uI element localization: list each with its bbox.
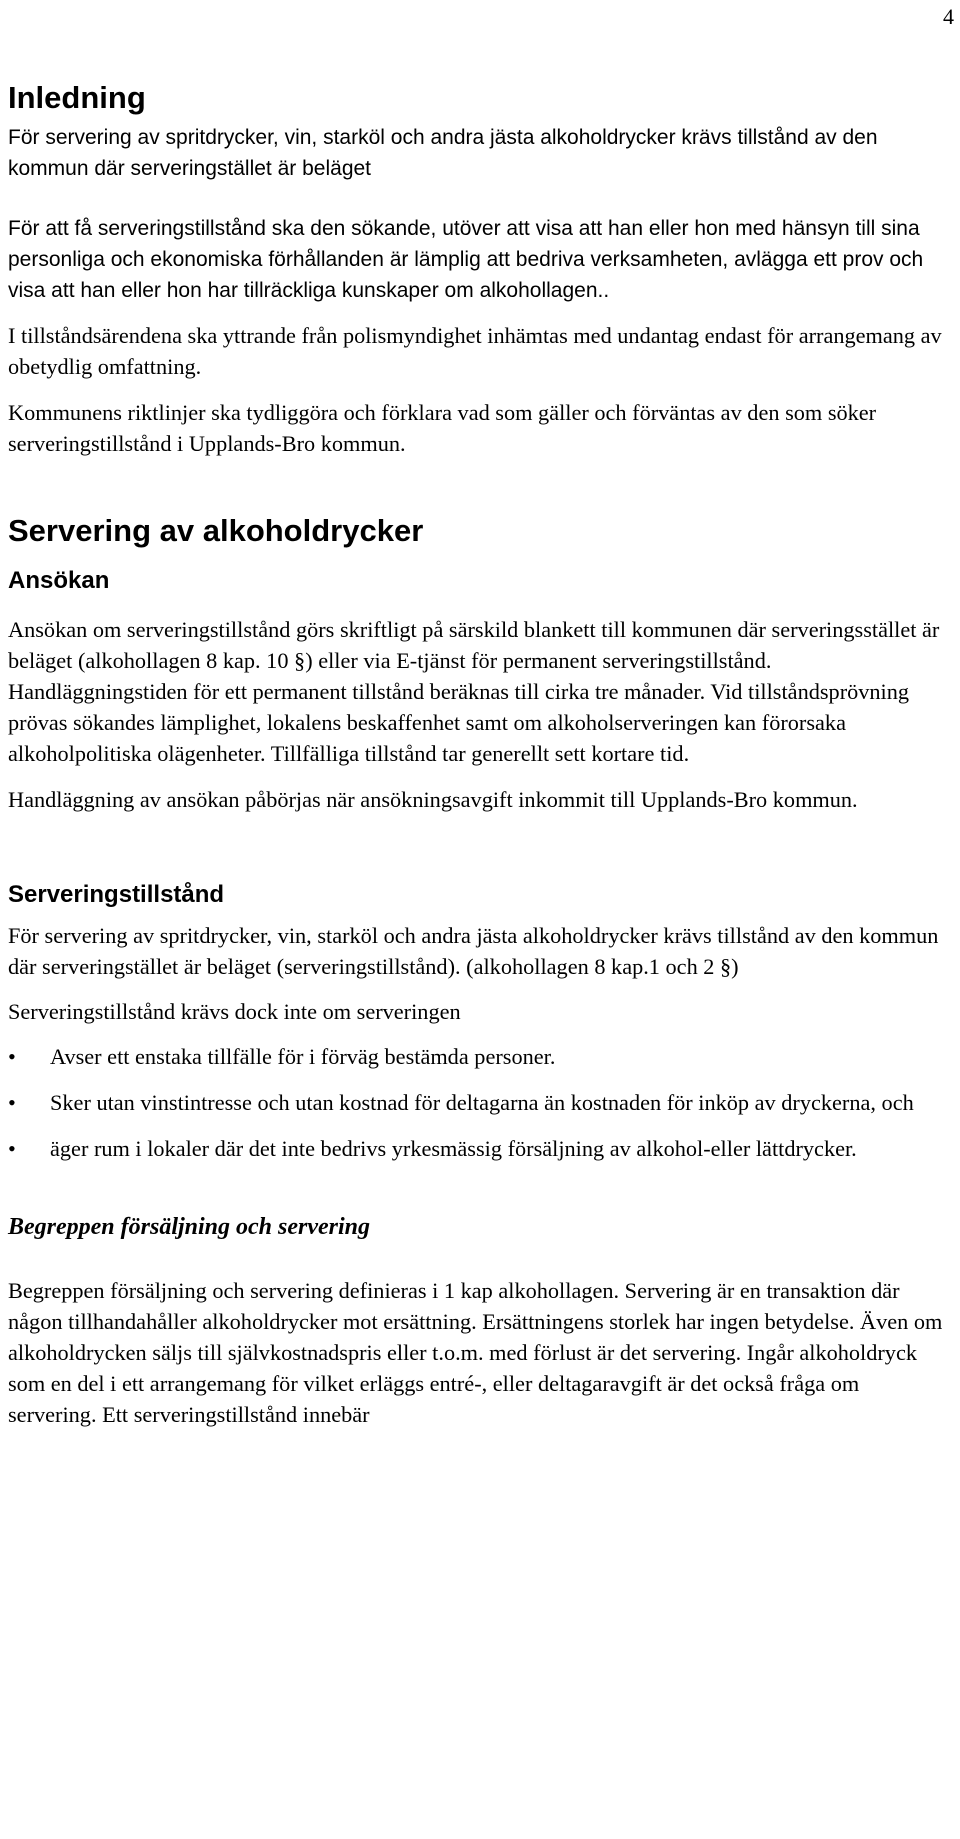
paragraph-serveringstillstand-1: För servering av spritdrycker, vin, starköl och andra jästa alkoholdrycker krävs tillstånd av den kommun där serveringstället är beläget (serveringstillstånd). (alkohollagen 8 kap.1 och 2 §) [8,923,939,979]
paragraph-intro-1: För servering av spritdrycker, vin, starköl och andra jästa alkoholdrycker krävs tillstånd av den kommun där serveringstället är beläget [8,126,878,180]
page-number: 4 [943,4,954,29]
paragraph-intro-4: Kommunens riktlinjer ska tydliggöra och förklara vad som gäller och förväntas av den som söker serveringstillstånd i Upplands-Bro kommun. [8,400,877,456]
bullet-icon: • [8,1044,16,1069]
heading-serveringstillstand: Serveringstillstånd [8,881,225,908]
paragraph-intro-3: I tillståndsärendena ska yttrande från polismyndighet inhämtas med undantag endast för arrangemang av obetydlig omfattning. [8,323,942,379]
list-item-text: äger rum i lokaler där det inte bedrivs yrkesmässig försäljning av alkohol-eller lättdrycker. [50,1136,857,1161]
document-body [8,78,948,1430]
list-item-text: Sker utan vinstintresse och utan kostnad för deltagarna än kostnaden för inköp av dryckerna, och [50,1090,914,1115]
heading-begreppen: Begreppen försäljning och servering [8,1214,371,1240]
paragraph-begreppen-1: Begreppen försäljning och servering definieras i 1 kap alkohollagen. Servering är en transaktion där någon tillhandahåller alkoholdrycker mot ersättning. Ersättningens storlek har ingen betydelse. Även om alkoholdrycken säljs till självkostnadspris eller t.o.m. med förlust är det servering. Ingår alkoholdryck som en del i ett arrangemang för vilket erläggs entré-, eller deltagaravgift är det också fråga om servering. Ett serveringstillstånd innebär [8,1278,943,1427]
paragraph-ansokan-1: Ansökan om serveringstillstånd görs skriftligt på särskild blankett till kommunen där serveringsstället är beläget (alkohollagen 8 kap. 10 §) eller via E-tjänst för permanent serveringstillstånd. Handläggningstiden för ett permanent tillstånd beräknas till cirka tre månader. Vid tillståndsprövning prövas sökandes lämplighet, lokalens beskaffenhet samt om alkoholserveringen kan förorsaka alkoholpolitiska olägenheter. Tillfälliga tillstånd tar generellt sett kortare tid. [8,617,940,766]
paragraph-intro-2: För att få serveringstillstånd ska den sökande, utöver att visa att han eller hon med hänsyn till sina personliga och ekonomiska förhållanden är lämplig att bedriva verksamheten, avlägga ett prov och visa att han eller hon har tillräckliga kunskaper om alkohollagen.. [8,217,924,302]
paragraph-serveringstillstand-2: Serveringstillstånd krävs dock inte om serveringen [8,999,461,1024]
bullet-icon: • [8,1136,16,1161]
exemption-list [8,1041,948,1164]
list-item [8,1133,948,1164]
heading-ansokan: Ansökan [8,567,110,594]
bullet-icon: • [8,1090,16,1115]
paragraph-ansokan-2: Handläggning av ansökan påbörjas när ansökningsavgift inkommit till Upplands-Bro kommun. [8,787,858,812]
list-item [8,1041,948,1072]
heading-inledning: Inledning [8,80,146,115]
list-item-text: Avser ett enstaka tillfälle för i förväg bestämda personer. [50,1044,556,1069]
heading-servering-av-alkoholdrycker: Servering av alkoholdrycker [8,513,424,548]
list-item [8,1087,948,1118]
